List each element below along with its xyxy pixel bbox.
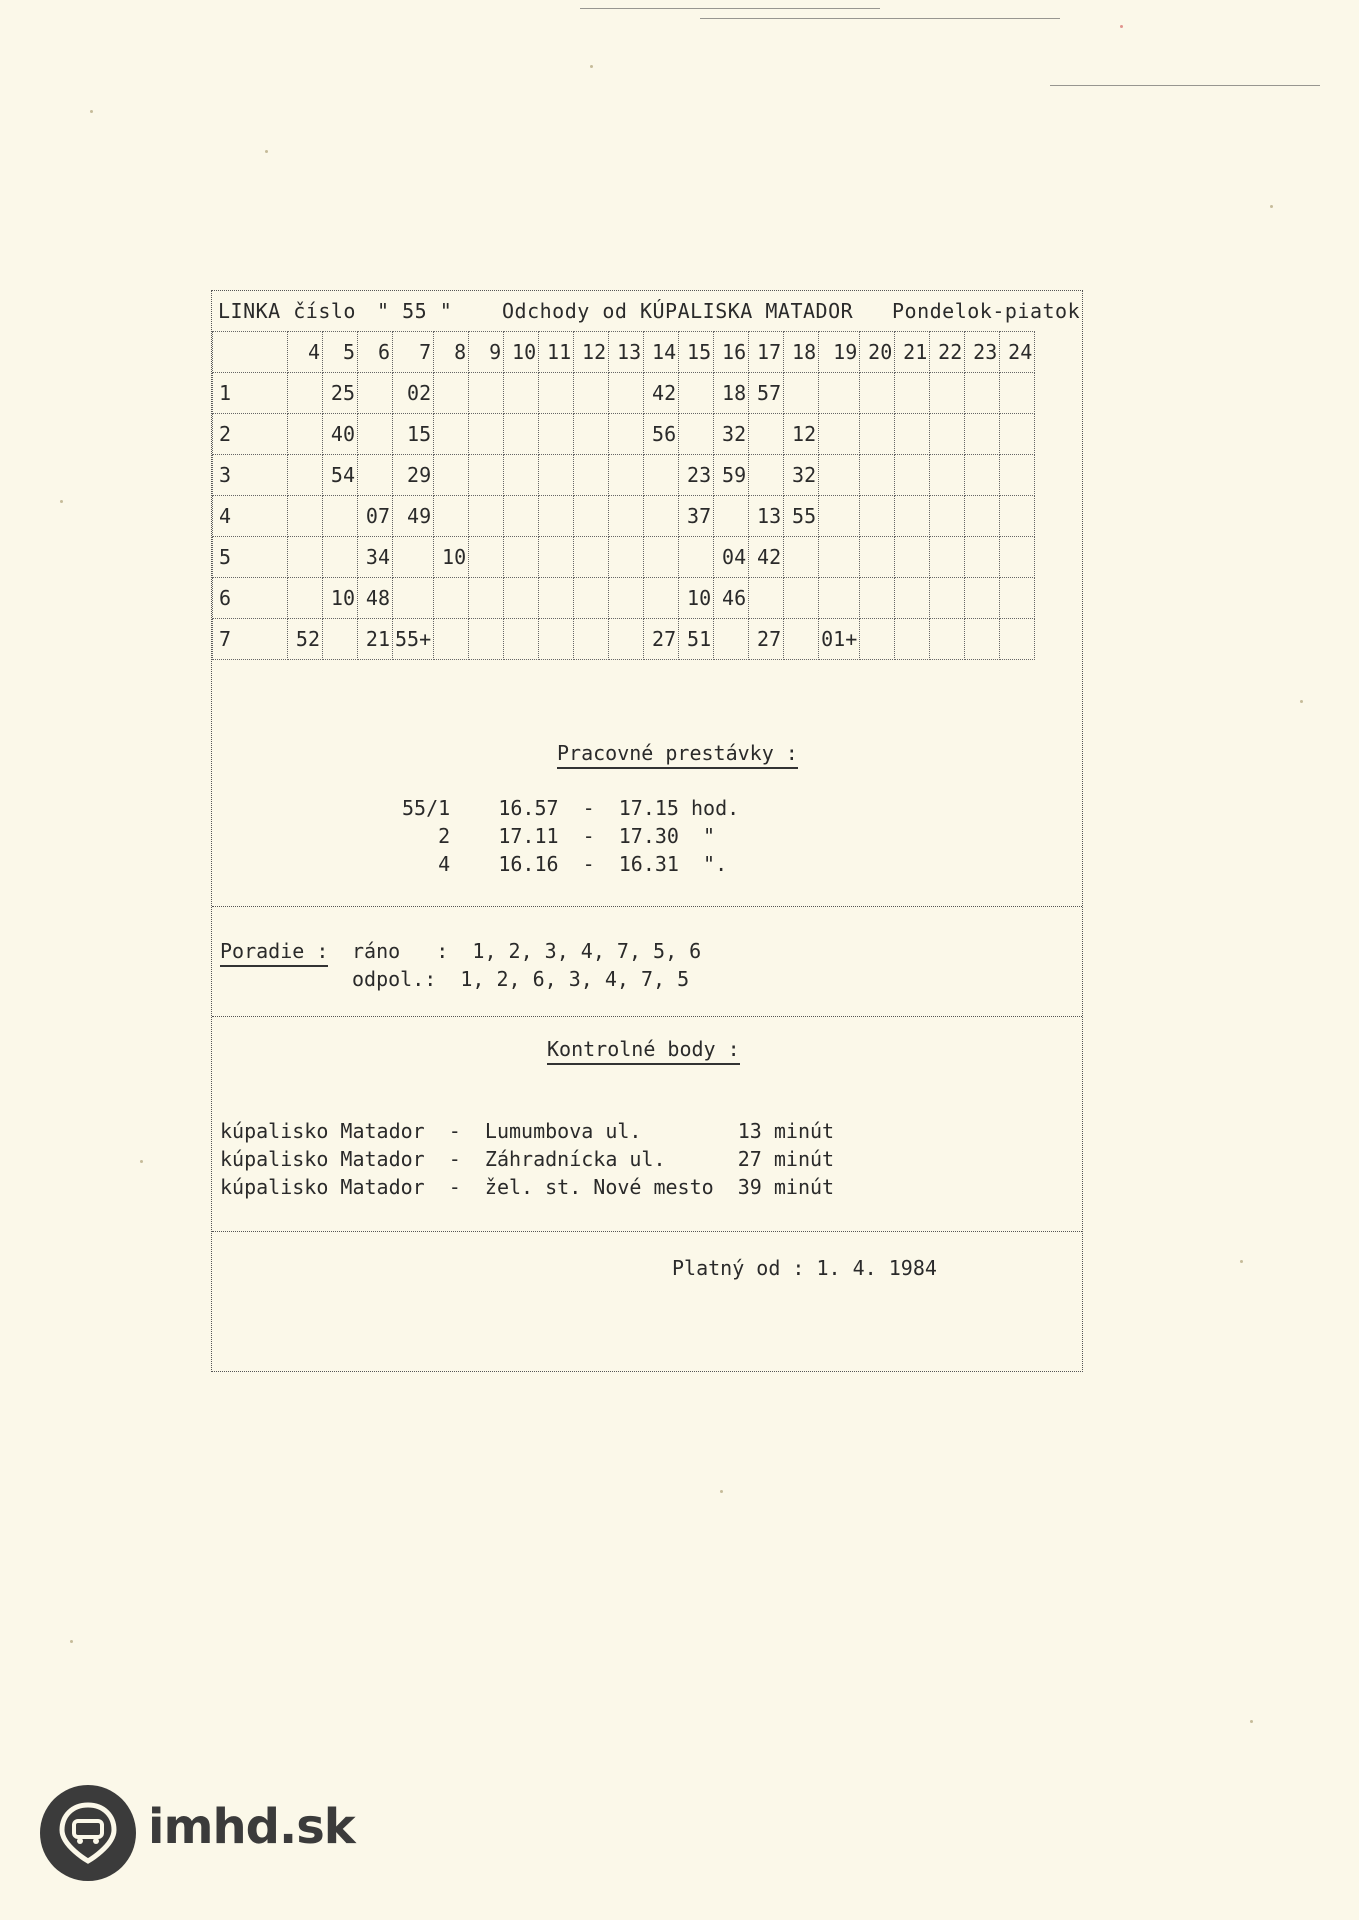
departure-cell: 21 <box>358 619 393 660</box>
departure-cell <box>609 619 644 660</box>
hour-header: 19 <box>819 332 860 373</box>
departure-cell <box>323 537 358 578</box>
departure-cell <box>539 455 574 496</box>
row-number: 3 <box>213 455 288 496</box>
departure-cell: 55+ <box>393 619 434 660</box>
departure-cell <box>895 578 930 619</box>
departure-cell: 10 <box>679 578 714 619</box>
departure-cell <box>288 414 323 455</box>
departure-cell <box>965 414 1000 455</box>
departure-cell <box>434 373 469 414</box>
departure-cell: 15 <box>393 414 434 455</box>
days-label: Pondelok-piatok <box>892 299 1081 323</box>
table-row <box>213 373 1035 414</box>
checkpoint-line: kúpalisko Matador - žel. st. Nové mesto 39 minút <box>220 1175 835 1199</box>
departure-cell <box>644 537 679 578</box>
departure-cell: 34 <box>358 537 393 578</box>
departure-cell: 52 <box>288 619 323 660</box>
departure-cell: 54 <box>323 455 358 496</box>
departure-cell <box>895 455 930 496</box>
departure-cell <box>1000 578 1035 619</box>
departure-cell <box>644 455 679 496</box>
departure-cell <box>860 619 895 660</box>
departure-cell <box>860 537 895 578</box>
departure-cell <box>1000 619 1035 660</box>
departure-cell <box>679 373 714 414</box>
departure-cell <box>930 373 965 414</box>
departure-cell: 46 <box>714 578 749 619</box>
departure-cell <box>609 578 644 619</box>
line-number: " 55 " <box>377 299 453 323</box>
departure-cell <box>1000 455 1035 496</box>
checkpoint-line: kúpalisko Matador - Záhradnícka ul. 27 minút <box>220 1147 835 1171</box>
departure-cell <box>930 414 965 455</box>
departure-cell: 37 <box>679 496 714 537</box>
departure-cell <box>574 537 609 578</box>
departure-cell <box>644 578 679 619</box>
hour-header: 7 <box>393 332 434 373</box>
checkpoints-title: Kontrolné body : <box>547 1037 740 1065</box>
order-line: ráno : 1, 2, 3, 4, 7, 5, 6 <box>352 939 702 963</box>
departure-cell <box>819 373 860 414</box>
logo-text: imhd.sk <box>148 1799 355 1855</box>
hour-header: 4 <box>288 332 323 373</box>
departure-cell <box>930 537 965 578</box>
departure-cell: 07 <box>358 496 393 537</box>
departure-cell: 57 <box>749 373 784 414</box>
imhd-logo <box>40 1785 355 1885</box>
departure-cell <box>895 373 930 414</box>
departure-cell <box>469 496 504 537</box>
departure-cell <box>574 578 609 619</box>
hour-header: 23 <box>965 332 1000 373</box>
departure-cell: 12 <box>784 414 819 455</box>
hour-header: 20 <box>860 332 895 373</box>
departure-cell <box>1000 373 1035 414</box>
hour-header: 18 <box>784 332 819 373</box>
departure-cell: 32 <box>784 455 819 496</box>
departure-cell <box>965 496 1000 537</box>
departure-cell <box>860 373 895 414</box>
departure-cell <box>965 619 1000 660</box>
departure-cell <box>819 496 860 537</box>
departure-cell <box>965 455 1000 496</box>
departure-cell <box>1000 414 1035 455</box>
departure-cell <box>749 578 784 619</box>
departure-cell <box>358 414 393 455</box>
departure-cell: 42 <box>749 537 784 578</box>
hour-header: 14 <box>644 332 679 373</box>
departure-cell <box>574 496 609 537</box>
departure-cell: 29 <box>393 455 434 496</box>
departure-cell <box>574 414 609 455</box>
hour-header: 6 <box>358 332 393 373</box>
row-number: 7 <box>213 619 288 660</box>
departure-cell <box>895 414 930 455</box>
departure-cell <box>469 373 504 414</box>
departure-cell <box>574 619 609 660</box>
departure-cell: 56 <box>644 414 679 455</box>
divider <box>212 1231 1082 1232</box>
break-line: 2 17.11 - 17.30 " <box>402 824 716 848</box>
departure-cell <box>965 537 1000 578</box>
departure-cell <box>784 619 819 660</box>
departure-cell <box>288 455 323 496</box>
departure-cell <box>749 455 784 496</box>
departure-cell <box>434 496 469 537</box>
departure-cell <box>539 578 574 619</box>
departure-cell: 04 <box>714 537 749 578</box>
departure-cell <box>434 455 469 496</box>
line-label: LINKA číslo <box>218 299 356 323</box>
departure-cell <box>288 537 323 578</box>
hour-header: 5 <box>323 332 358 373</box>
departure-cell: 01+ <box>819 619 860 660</box>
breaks-title: Pracovné prestávky : <box>557 741 798 769</box>
departure-cell <box>504 373 539 414</box>
corner-cell <box>213 332 288 373</box>
departure-table <box>212 331 1035 660</box>
departure-cell: 10 <box>323 578 358 619</box>
departure-cell <box>784 578 819 619</box>
departure-cell <box>895 496 930 537</box>
departure-cell <box>819 578 860 619</box>
departure-cell <box>965 373 1000 414</box>
table-row <box>213 578 1035 619</box>
departure-cell <box>860 414 895 455</box>
departure-cell: 40 <box>323 414 358 455</box>
departure-cell <box>539 496 574 537</box>
departure-cell <box>930 496 965 537</box>
departure-cell <box>784 537 819 578</box>
departure-cell <box>539 619 574 660</box>
departure-cell <box>1000 537 1035 578</box>
hour-header: 21 <box>895 332 930 373</box>
departure-cell <box>393 537 434 578</box>
departure-cell <box>749 414 784 455</box>
hour-header: 9 <box>469 332 504 373</box>
departure-cell <box>860 496 895 537</box>
table-row <box>213 455 1035 496</box>
departure-cell <box>469 578 504 619</box>
departure-cell <box>609 414 644 455</box>
hours-row <box>213 332 1035 373</box>
bus-pin-icon <box>40 1785 136 1881</box>
departure-cell <box>469 414 504 455</box>
valid-from: Platný od : 1. 4. 1984 <box>672 1256 937 1280</box>
table-row <box>213 414 1035 455</box>
departure-cell <box>434 578 469 619</box>
departure-cell <box>539 373 574 414</box>
hour-header: 17 <box>749 332 784 373</box>
hour-header: 16 <box>714 332 749 373</box>
departure-cell <box>504 414 539 455</box>
departure-cell: 48 <box>358 578 393 619</box>
departure-cell <box>574 373 609 414</box>
divider <box>212 906 1082 907</box>
departure-cell <box>288 578 323 619</box>
hour-header: 12 <box>574 332 609 373</box>
departure-cell <box>819 414 860 455</box>
departure-cell <box>819 537 860 578</box>
departure-cell: 27 <box>749 619 784 660</box>
departure-cell <box>539 537 574 578</box>
departure-cell <box>469 619 504 660</box>
hour-header: 11 <box>539 332 574 373</box>
departure-cell <box>860 578 895 619</box>
departure-cell <box>819 455 860 496</box>
break-line: 55/1 16.57 - 17.15 hod. <box>402 796 740 820</box>
departure-cell <box>644 496 679 537</box>
departure-cell <box>714 619 749 660</box>
departure-cell <box>609 496 644 537</box>
departure-cell: 18 <box>714 373 749 414</box>
departure-cell: 42 <box>644 373 679 414</box>
hour-header: 22 <box>930 332 965 373</box>
departure-cell <box>714 496 749 537</box>
hour-header: 13 <box>609 332 644 373</box>
departure-cell <box>504 455 539 496</box>
departure-cell <box>358 455 393 496</box>
departure-cell: 49 <box>393 496 434 537</box>
departure-cell: 02 <box>393 373 434 414</box>
departure-cell <box>434 619 469 660</box>
divider <box>212 1016 1082 1017</box>
departure-cell <box>393 578 434 619</box>
departure-cell <box>504 496 539 537</box>
departure-cell <box>930 619 965 660</box>
departure-cell <box>434 414 469 455</box>
hour-header: 24 <box>1000 332 1035 373</box>
departure-cell <box>574 455 609 496</box>
departure-cell <box>504 537 539 578</box>
order-line: odpol.: 1, 2, 6, 3, 4, 7, 5 <box>352 967 690 991</box>
departure-cell: 32 <box>714 414 749 455</box>
departure-cell <box>288 373 323 414</box>
departure-cell <box>965 578 1000 619</box>
departure-cell <box>504 578 539 619</box>
departure-cell <box>930 578 965 619</box>
departure-cell <box>895 537 930 578</box>
table-row <box>213 619 1035 660</box>
departure-cell <box>469 537 504 578</box>
departure-cell <box>930 455 965 496</box>
header-line <box>212 291 1082 331</box>
departures-label: Odchody od KÚPALISKA MATADOR <box>502 299 854 323</box>
departure-cell <box>323 496 358 537</box>
hour-header: 8 <box>434 332 469 373</box>
row-number: 5 <box>213 537 288 578</box>
table-row <box>213 537 1035 578</box>
departure-cell <box>358 373 393 414</box>
row-number: 1 <box>213 373 288 414</box>
row-number: 4 <box>213 496 288 537</box>
departure-cell: 25 <box>323 373 358 414</box>
departure-cell <box>469 455 504 496</box>
departure-cell <box>609 455 644 496</box>
departure-cell <box>288 496 323 537</box>
departure-cell <box>1000 496 1035 537</box>
break-line: 4 16.16 - 16.31 ". <box>402 852 728 876</box>
departure-cell: 10 <box>434 537 469 578</box>
timetable-sheet <box>211 290 1083 1372</box>
departure-cell <box>679 537 714 578</box>
hour-header: 15 <box>679 332 714 373</box>
row-number: 2 <box>213 414 288 455</box>
departure-cell <box>609 537 644 578</box>
departure-cell: 27 <box>644 619 679 660</box>
departure-cell <box>679 414 714 455</box>
departure-cell: 23 <box>679 455 714 496</box>
departure-cell <box>609 373 644 414</box>
order-label: Poradie : <box>220 939 328 967</box>
hour-header: 10 <box>504 332 539 373</box>
departure-cell <box>323 619 358 660</box>
row-number: 6 <box>213 578 288 619</box>
departure-cell <box>539 414 574 455</box>
departure-cell: 59 <box>714 455 749 496</box>
departure-cell: 51 <box>679 619 714 660</box>
table-row <box>213 496 1035 537</box>
checkpoint-line: kúpalisko Matador - Lumumbova ul. 13 minút <box>220 1119 835 1143</box>
departure-cell <box>504 619 539 660</box>
departure-cell <box>860 455 895 496</box>
departure-cell: 55 <box>784 496 819 537</box>
departure-cell <box>895 619 930 660</box>
departure-cell <box>784 373 819 414</box>
departure-cell: 13 <box>749 496 784 537</box>
